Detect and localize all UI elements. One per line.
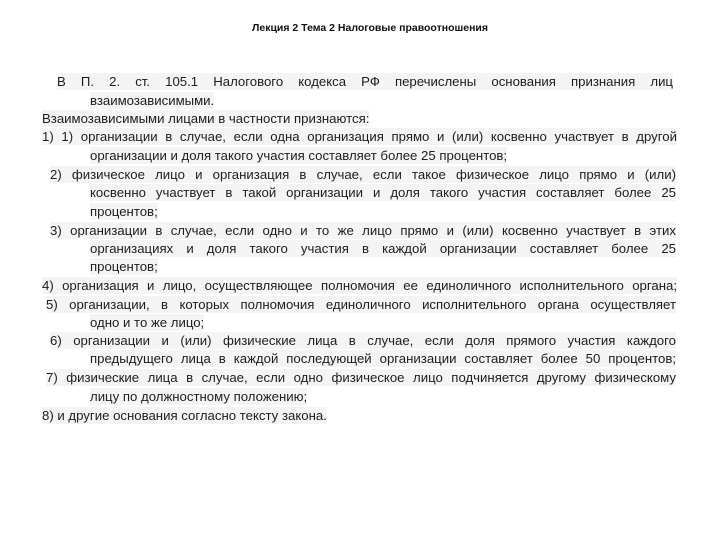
list-item-4-line-1: 4) организация и лицо, осуществляющее полномочия ее единоличного исполнительного органа; bbox=[42, 278, 677, 293]
list-item-6-line-2: предыдущего лица в каждой последующей организации составляет более 50 процентов; bbox=[90, 351, 676, 366]
list-item-7-line-1: 7) физические лица в случае, если одно физическое лицо подчиняется другому физическому bbox=[46, 370, 676, 385]
lead-text: Взаимозависимыми лицами в частности признаются: bbox=[42, 111, 370, 126]
list-item-1-line-1: 1) 1) организации в случае, если одна организация прямо и (или) косвенно участвует в другой bbox=[42, 129, 677, 144]
list-item-3-line-3: процентов; bbox=[90, 259, 158, 274]
list-item-8-line-1: 8) и другие основания согласно тексту закона. bbox=[42, 408, 327, 423]
page-title: Лекция 2 Тема 2 Налоговые правоотношения bbox=[252, 22, 488, 34]
intro-line-1: В П. 2. ст. 105.1 Налогового кодекса РФ перечислены основания признания лиц bbox=[57, 74, 673, 89]
list-item-1-line-2: организации и доля такого участия составляет более 25 процентов; bbox=[90, 148, 508, 163]
list-item-6-line-1: 6) организации и (или) физические лица в случае, если доля прямого участия каждого bbox=[50, 333, 676, 348]
list-item-2-line-2: косвенно участвует в такой организации и доля такого участия составляет более 25 bbox=[90, 185, 676, 200]
intro-line-2: взаимозависимыми. bbox=[90, 93, 215, 108]
list-item-3-line-2: организациях и доля такого участия в каждой организации составляет более 25 bbox=[90, 241, 676, 256]
list-item-7-line-2: лицу по должностному положению; bbox=[90, 389, 308, 404]
list-item-3-line-1: 3) организации в случае, если одно и то же лицо прямо и (или) косвенно участвует в этих bbox=[50, 223, 676, 238]
list-item-2-line-3: процентов; bbox=[90, 204, 158, 219]
list-item-5-line-2: одно и то же лицо; bbox=[90, 315, 205, 330]
list-item-5-line-1: 5) организации, в которых полномочия единоличного исполнительного органа осуществляет bbox=[46, 297, 676, 312]
list-item-2-line-1: 2) физическое лицо и организация в случае, если такое физическое лицо прямо и (или) bbox=[50, 167, 676, 182]
